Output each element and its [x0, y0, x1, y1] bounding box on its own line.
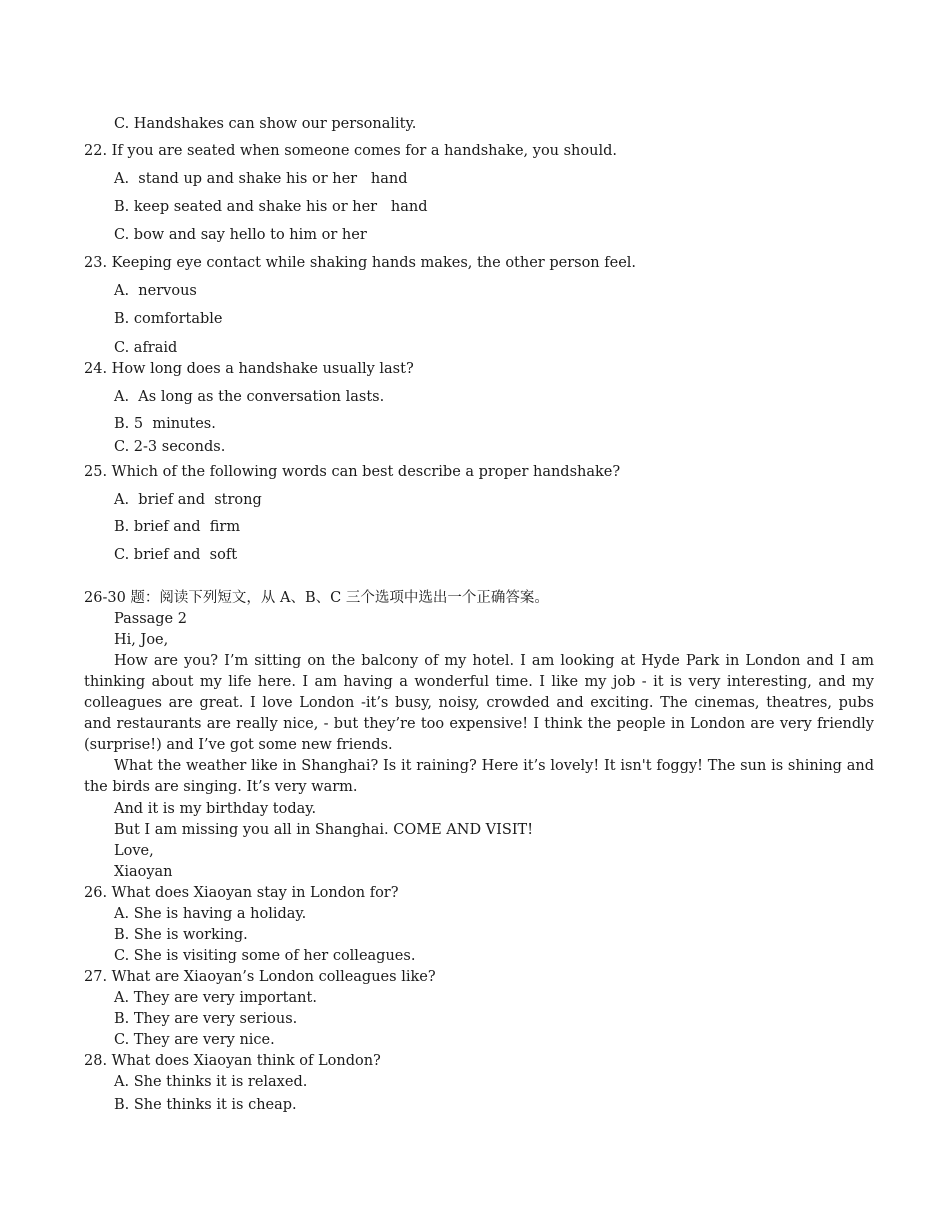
q28-option-a: A. She thinks it is relaxed. — [114, 1074, 308, 1090]
q26-option-c: C. She is visiting some of her colleagues. — [114, 948, 416, 964]
question-26: 26. What does Xiaoyan stay in London for? — [84, 885, 399, 901]
q25-option-c: C. brief and soft — [114, 547, 238, 563]
question-27: 27. What are Xiaoyan’s London colleagues like? — [84, 969, 436, 985]
q26-option-a: A. She is having a holiday. — [114, 906, 307, 922]
question-23: 23. Keeping eye contact while shaking hands makes, the other person feel. — [84, 255, 637, 271]
q24-option-c: C. 2-3 seconds. — [114, 439, 226, 455]
q26-option-b: B. She is working. — [114, 927, 248, 943]
q24-option-a: A. As long as the conversation lasts. — [114, 389, 385, 405]
q23-option-c: C. afraid — [114, 340, 178, 356]
q22-option-b: B. keep seated and shake his or her hand — [114, 199, 428, 215]
question-24: 24. How long does a handshake usually last? — [84, 361, 414, 377]
letter-greeting: Hi, Joe, — [114, 632, 169, 648]
question-28: 28. What does Xiaoyan think of London? — [84, 1053, 381, 1069]
q24-option-b: B. 5 minutes. — [114, 416, 216, 432]
letter-birthday-line: And it is my birthday today. — [114, 801, 317, 817]
q25-option-a: A. brief and strong — [114, 492, 262, 508]
q28-option-b: B. She thinks it is cheap. — [114, 1097, 297, 1113]
question-25: 25. Which of the following words can best describe a proper handshake? — [84, 464, 621, 480]
q27-option-a: A. They are very important. — [114, 990, 317, 1006]
letter-closing: Love, — [114, 843, 154, 859]
q27-option-c: C. They are very nice. — [114, 1032, 275, 1048]
letter-paragraph-1 — [84, 651, 874, 756]
letter-missing-line: But I am missing you all in Shanghai. COME AND VISIT! — [114, 822, 534, 838]
letter-signature: Xiaoyan — [114, 864, 173, 880]
q25-option-b: B. brief and firm — [114, 519, 241, 535]
q21-option-c: C. Handshakes can show our personality. — [114, 116, 417, 132]
q23-option-a: A. nervous — [114, 283, 197, 299]
letter-paragraph-2 — [84, 756, 874, 798]
question-22: 22. If you are seated when someone comes for a handshake, you should. — [84, 143, 617, 159]
section-instruction: 26-30 题：阅读下列短文，从 A、B、C 三个选项中选出一个正确答案。 — [84, 590, 549, 606]
q22-option-a: A. stand up and shake his or her hand — [114, 171, 408, 187]
letter-paragraph-2-text: What the weather like in Shanghai? Is it raining? Here it’s lovely! It isn't foggy! The sun is shining and the birds are singing. It’s very warm. — [84, 758, 874, 795]
q23-option-b: B. comfortable — [114, 311, 223, 327]
q27-option-b: B. They are very serious. — [114, 1011, 298, 1027]
q22-option-c: C. bow and say hello to him or her — [114, 227, 367, 243]
passage-title: Passage 2 — [114, 611, 187, 627]
letter-paragraph-1-text: How are you? I’m sitting on the balcony of my hotel. I am looking at Hyde Park in London and I am thinking about my life here. I am having a wonderful time. I like my job - it is very interesting, and my colleagues are great. I love London -it’s busy, noisy, crowded and exciting. The cinemas, theatres, pubs and restaurants are really nice, - but they’re too expensive! I think the people in London are very friendly (surprise!) and I’ve got some new friends. — [84, 653, 874, 753]
